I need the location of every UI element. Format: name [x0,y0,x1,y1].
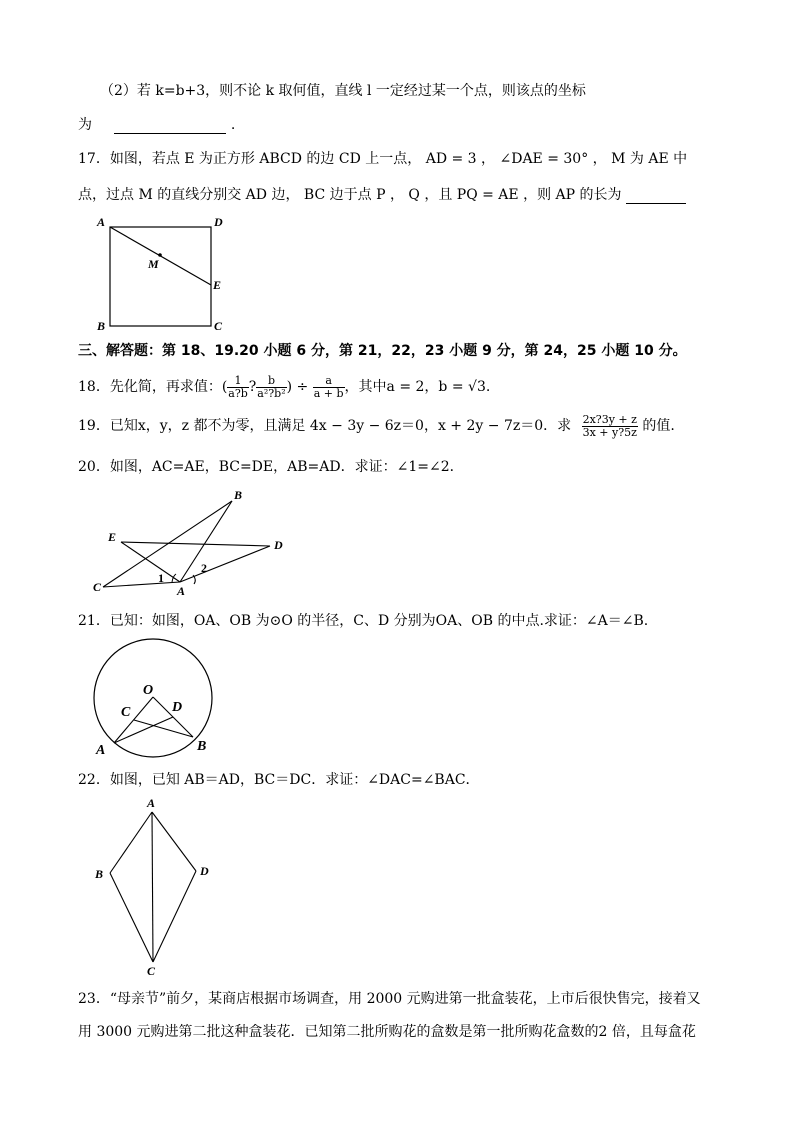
q16-line1: （2）若 k=b+3，则不论 k 取何值，直线 l 一定经过某一个点，则该点的坐标 [100,83,586,99]
q20-label-b: B [234,488,243,502]
q16-line2-prefix: 为 [78,117,92,133]
q21-label-b: B [197,739,207,754]
q20-label-e: E [108,530,117,544]
q21-label-c: C [121,705,131,720]
label-d: D [214,215,223,229]
q20-text: 20．如图，AC=AE，BC=DE，AB=AD．求证：∠1=∠2． [78,459,464,475]
q18-frac1: $\frac{1}{a?b}$ [228,373,248,400]
q20-label-a: A [177,584,186,598]
q18-frac2: $\frac{b}{\text{a²?b²}}$ [257,373,286,400]
q20-label-c: C [93,580,102,594]
q20-label-d: D [274,538,283,552]
label-c: C [214,319,223,333]
q17-line1: 17．如图，若点 E 为正方形 ABCD 的边 CD 上一点， AD = 3 ， ∠DAE = 30° ， M 为 AE 中 [78,151,688,167]
q18-div: ) ÷ [286,379,309,395]
q18-suffix: ，其中a = 2，b = √3. [344,379,491,395]
q22-label-d: D [200,864,209,878]
section-heading: 三、解答题：第 18、19.20 小题 6 分，第 21，22，23 小题 9 分，第 24，25 小题 10 分。 [78,343,687,359]
q18-mid: ? [248,379,257,395]
q22-label-c: C [147,964,156,978]
label-b: B [97,319,106,333]
q19-prefix: 19．已知x，y，z 都不为零，且满足 4x − 3y − 6z＝0，x + 2y − 7z＝0．求 [78,418,572,434]
q23-line1: 23．“母亲节”前夕，某商店根据市场调查，用 2000 元购进第一批盒装花，上市后很快售完，接着又 [78,991,701,1007]
q19-frac: $\frac{2x?3y + z}{3x + y?5z}$ [582,412,637,439]
q23-line2: 用 3000 元购进第二批这种盒装花．已知第二批所购花的盒数是第一批所购花盒数的2 倍，且每盒花 [78,1024,696,1040]
label-m: M [148,257,159,271]
q20-label-1: 1 [158,571,164,585]
q21-text: 21．已知：如图，OA、OB 为⊙O 的半径，C、D 分别为OA、OB 的中点.求证：∠A＝∠B. [78,613,649,629]
label-e: E [213,278,222,292]
q21-label-a: A [96,743,106,758]
q18-frac3: $\frac{a}{a + b}$ [313,373,344,400]
q22-label-a: A [147,796,156,810]
q19-suffix: 的值. [642,418,675,434]
q16-line2-suffix: . [230,117,236,133]
q21-label-d: D [172,700,183,715]
q18-prefix: 18．先化简，再求值：( [78,379,228,395]
label-a: A [97,215,106,229]
q17-line2-text: 点，过点 M 的直线分别交 AD 边， BC 边于点 P ， Q ，且 PQ = AE ，则 AP 的长为 [78,187,622,203]
q22-label-b: B [95,867,104,881]
q20-label-2: 2 [201,561,207,575]
q22-text: 22．如图，已知 AB＝AD，BC＝DC．求证：∠DAC=∠BAC． [78,772,480,788]
q21-label-o: O [143,683,154,698]
